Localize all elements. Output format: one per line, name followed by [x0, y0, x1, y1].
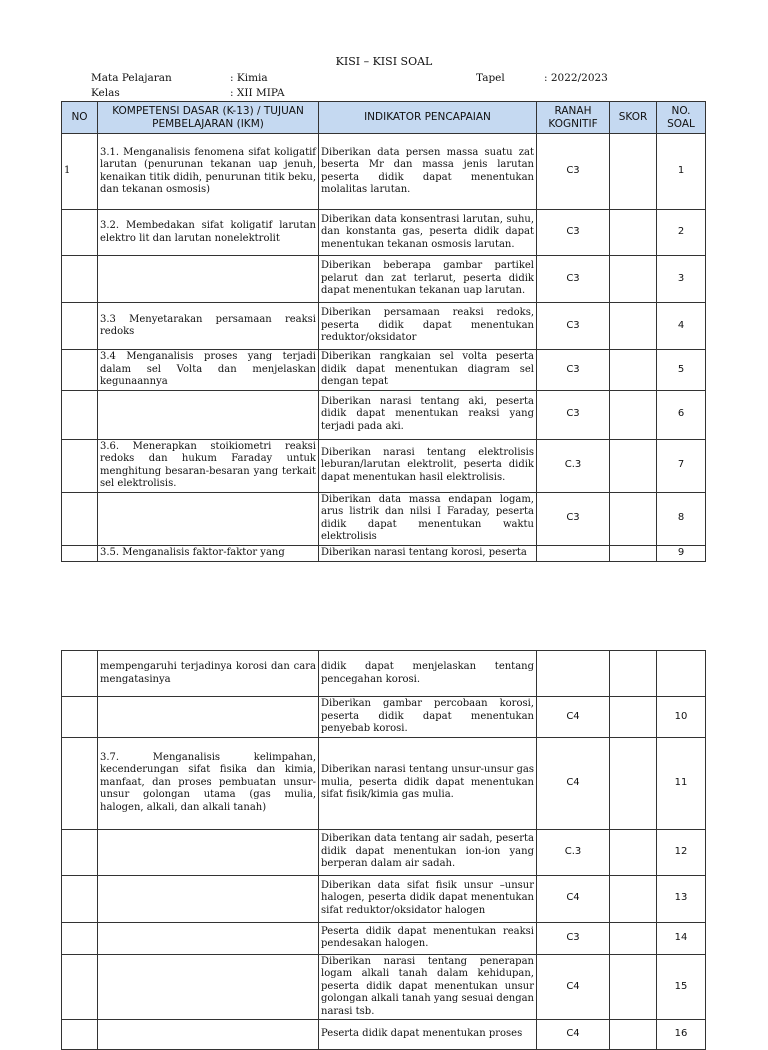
header-ranah-kognitif: RANAH KOGNITIF [537, 102, 610, 134]
kompetensi-dasar-cell: 3.6. Menerapkan stoikiometri reaksi redoks dan hukum Faraday untuk menghitung besaran-besaran yang terkait sel elektrolisis. [98, 439, 319, 492]
ranah-kognitif-cell: C4 [537, 954, 610, 1020]
header-no-soal: NO. SOAL [657, 102, 706, 134]
row-no-cell [62, 829, 98, 875]
indikator-cell: Diberikan data persen massa suatu zat beserta Mr dan massa jenis larutan peserta didik dapat menentukan molalitas larutan. [319, 134, 537, 210]
skor-cell [610, 829, 657, 875]
indikator-cell: Diberikan data sifat fisik unsur –unsur halogen, peserta didik dapat menentukan sifat reduktor/oksidator halogen [319, 875, 537, 922]
kompetensi-dasar-cell [98, 697, 319, 738]
row-no-cell [62, 390, 98, 439]
ranah-kognitif-cell: C3 [537, 134, 610, 210]
kompetensi-dasar-cell: mempengaruhi terjadinya korosi dan cara mengatasinya [98, 651, 319, 697]
skor-cell [610, 922, 657, 954]
indikator-cell: Diberikan data konsentrasi larutan, suhu, dan konstanta gas, peserta didik dapat menentukan tekanan osmosis larutan. [319, 210, 537, 256]
document-title: KISI – KISI SOAL [335, 55, 433, 68]
ranah-kognitif-cell: C3 [537, 256, 610, 303]
header-kompetensi-dasar: KOMPETENSI DASAR (K-13) / TUJUAN PEMBELAJARAN (IKM) [98, 102, 319, 134]
no-soal-cell: 4 [657, 303, 706, 350]
kompetensi-dasar-cell: 3.5. Menganalisis faktor-faktor yang [98, 545, 319, 561]
table-header-row [62, 102, 706, 134]
table-row [62, 875, 706, 922]
ranah-kognitif-cell [537, 545, 610, 561]
table-row [62, 390, 706, 439]
no-soal-cell: 7 [657, 439, 706, 492]
ranah-kognitif-cell: C3 [537, 492, 610, 545]
kompetensi-dasar-cell [98, 875, 319, 922]
table-row [62, 697, 706, 738]
ranah-kognitif-cell: C4 [537, 1020, 610, 1050]
row-no-cell [62, 303, 98, 350]
no-soal-cell: 3 [657, 256, 706, 303]
kisi-table-part-2 [61, 650, 706, 1050]
skor-cell [610, 954, 657, 1020]
no-soal-cell: 12 [657, 829, 706, 875]
kompetensi-dasar-cell: 3.7. Menganalisis kelimpahan, kecenderungan sifat fisika dan kimia, manfaat, dan proses pembuatan unsur-unsur golongan utama (gas mulia, halogen, alkali, dan alkali tanah) [98, 737, 319, 829]
no-soal-cell: 2 [657, 210, 706, 256]
year-label: Tapel [476, 72, 505, 84]
header-skor: SKOR [610, 102, 657, 134]
row-no-cell [62, 545, 98, 561]
no-soal-cell: 15 [657, 954, 706, 1020]
indikator-cell: didik dapat menjelaskan tentang pencegahan korosi. [319, 651, 537, 697]
table-row [62, 954, 706, 1020]
row-no-cell [62, 651, 98, 697]
ranah-kognitif-cell: C4 [537, 737, 610, 829]
indikator-cell: Peserta didik dapat menentukan reaksi pendesakan halogen. [319, 922, 537, 954]
indikator-cell: Diberikan rangkaian sel volta peserta didik dapat menentukan diagram sel dengan tepat [319, 350, 537, 391]
row-no-cell [62, 697, 98, 738]
no-soal-cell: 1 [657, 134, 706, 210]
class-value: : XII MIPA [230, 87, 285, 99]
kompetensi-dasar-cell [98, 492, 319, 545]
table-row [62, 350, 706, 391]
ranah-kognitif-cell: C3 [537, 390, 610, 439]
table-row [62, 1020, 706, 1050]
indikator-cell: Diberikan narasi tentang penerapan logam alkali tanah dalam kehidupan, peserta didik dapat menentukan unsur golongan alkali tanah yang sesuai dengan narasi tsb. [319, 954, 537, 1020]
no-soal-cell [657, 651, 706, 697]
no-soal-cell: 10 [657, 697, 706, 738]
skor-cell [610, 697, 657, 738]
ranah-kognitif-cell: C4 [537, 697, 610, 738]
no-soal-cell: 16 [657, 1020, 706, 1050]
subject-value: : Kimia [230, 72, 268, 84]
indikator-cell: Diberikan narasi tentang elektrolisis leburan/larutan elektrolit, peserta didik dapat menentukan hasil elektrolisis. [319, 439, 537, 492]
row-no-cell [62, 439, 98, 492]
table-row [62, 303, 706, 350]
skor-cell [610, 350, 657, 391]
indikator-cell: Diberikan beberapa gambar partikel pelarut dan zat terlarut, peserta didik dapat menentukan tekanan uap larutan. [319, 256, 537, 303]
ranah-kognitif-cell: C3 [537, 210, 610, 256]
table-row [62, 439, 706, 492]
no-soal-cell: 13 [657, 875, 706, 922]
ranah-kognitif-cell: C3 [537, 303, 610, 350]
row-no-cell [62, 350, 98, 391]
indikator-cell: Diberikan data tentang air sadah, peserta didik dapat menentukan ion-ion yang berperan dalam air sadah. [319, 829, 537, 875]
indikator-cell: Diberikan narasi tentang unsur-unsur gas mulia, peserta didik dapat menentukan sifat fisik/kimia gas mulia. [319, 737, 537, 829]
kisi-table-part-1 [61, 101, 706, 562]
kompetensi-dasar-cell [98, 256, 319, 303]
kompetensi-dasar-cell [98, 1020, 319, 1050]
indikator-cell: Peserta didik dapat menentukan proses [319, 1020, 537, 1050]
row-no-cell [62, 954, 98, 1020]
indikator-cell: Diberikan narasi tentang aki, peserta didik dapat menentukan reaksi yang terjadi pada aki. [319, 390, 537, 439]
row-no-cell: 1 [62, 134, 98, 210]
row-no-cell [62, 1020, 98, 1050]
table-row [62, 134, 706, 210]
ranah-kognitif-cell: C4 [537, 875, 610, 922]
skor-cell [610, 737, 657, 829]
class-label: Kelas [91, 87, 120, 99]
skor-cell [610, 492, 657, 545]
ranah-kognitif-cell: C3 [537, 350, 610, 391]
kompetensi-dasar-cell [98, 390, 319, 439]
header-no: NO [62, 102, 98, 134]
table-row [62, 829, 706, 875]
ranah-kognitif-cell [537, 651, 610, 697]
table-row [62, 492, 706, 545]
skor-cell [610, 875, 657, 922]
row-no-cell [62, 256, 98, 303]
table-row [62, 651, 706, 697]
table-row [62, 210, 706, 256]
kompetensi-dasar-cell: 3.1. Menganalisis fenomena sifat koligatif larutan (penurunan tekanan uap jenuh, kenaikan titik didih, penurunan titik beku, dan tekanan osmosis) [98, 134, 319, 210]
indikator-cell: Diberikan data massa endapan logam, arus listrik dan nilsi I Faraday, peserta didik dapat menentukan waktu elektrolisis [319, 492, 537, 545]
table-row [62, 737, 706, 829]
kompetensi-dasar-cell: 3.2. Membedakan sifat koligatif larutan elektro lit dan larutan nonelektrolit [98, 210, 319, 256]
skor-cell [610, 303, 657, 350]
skor-cell [610, 256, 657, 303]
table-row [62, 922, 706, 954]
no-soal-cell: 11 [657, 737, 706, 829]
kompetensi-dasar-cell [98, 954, 319, 1020]
kompetensi-dasar-cell [98, 829, 319, 875]
no-soal-cell: 14 [657, 922, 706, 954]
row-no-cell [62, 492, 98, 545]
skor-cell [610, 651, 657, 697]
no-soal-cell: 5 [657, 350, 706, 391]
skor-cell [610, 1020, 657, 1050]
skor-cell [610, 390, 657, 439]
table-row [62, 545, 706, 561]
indikator-cell: Diberikan gambar percobaan korosi, peserta didik dapat menentukan penyebab korosi. [319, 697, 537, 738]
row-no-cell [62, 875, 98, 922]
skor-cell [610, 134, 657, 210]
skor-cell [610, 439, 657, 492]
skor-cell [610, 545, 657, 561]
no-soal-cell: 6 [657, 390, 706, 439]
indikator-cell: Diberikan persamaan reaksi redoks, peserta didik dapat menentukan reduktor/oksidator [319, 303, 537, 350]
kompetensi-dasar-cell: 3.4 Menganalisis proses yang terjadi dalam sel Volta dan menjelaskan kegunaannya [98, 350, 319, 391]
ranah-kognitif-cell: C.3 [537, 439, 610, 492]
kompetensi-dasar-cell [98, 922, 319, 954]
row-no-cell [62, 922, 98, 954]
no-soal-cell: 9 [657, 545, 706, 561]
row-no-cell [62, 210, 98, 256]
indikator-cell: Diberikan narasi tentang korosi, peserta [319, 545, 537, 561]
ranah-kognitif-cell: C.3 [537, 829, 610, 875]
skor-cell [610, 210, 657, 256]
no-soal-cell: 8 [657, 492, 706, 545]
subject-label: Mata Pelajaran [91, 72, 172, 84]
year-value: : 2022/2023 [544, 72, 608, 84]
header-indikator: INDIKATOR PENCAPAIAN [319, 102, 537, 134]
row-no-cell [62, 737, 98, 829]
table-row [62, 256, 706, 303]
kompetensi-dasar-cell: 3.3 Menyetarakan persamaan reaksi redoks [98, 303, 319, 350]
ranah-kognitif-cell: C3 [537, 922, 610, 954]
